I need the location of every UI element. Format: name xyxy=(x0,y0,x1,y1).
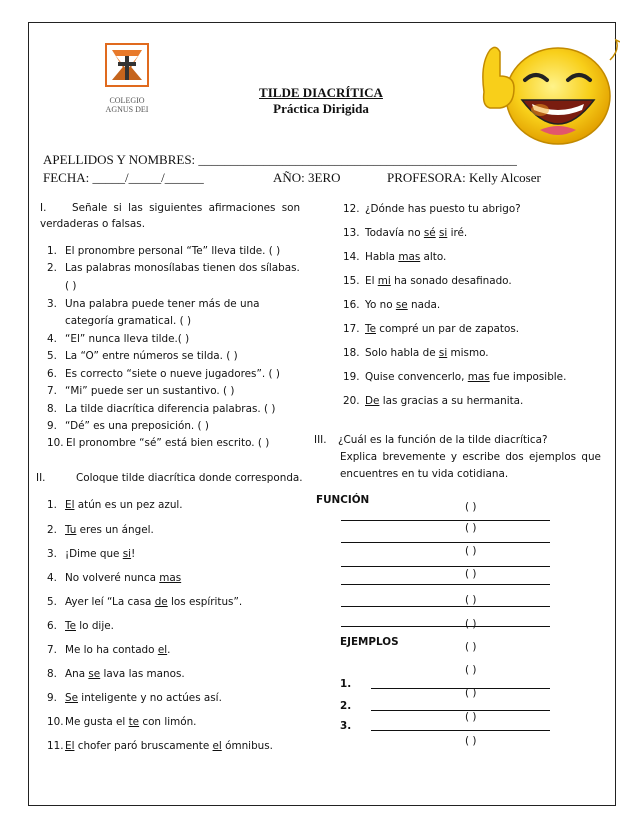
item-number: 2. xyxy=(47,262,57,274)
fill-tilde-item xyxy=(47,620,114,632)
section3-line2: Explica brevemente y escribe dos ejemplos que xyxy=(340,451,601,463)
section3-line3: encuentres en tu vida cotidiana. xyxy=(340,468,509,480)
answer-line[interactable] xyxy=(341,606,550,607)
item-text: ¡Dime que xyxy=(65,548,123,560)
fill-tilde-item xyxy=(47,740,273,752)
item-text: Yo no xyxy=(365,299,396,311)
true-false-blank[interactable]: ( ) xyxy=(465,501,477,513)
logo-text xyxy=(92,96,162,114)
true-false-item xyxy=(47,420,209,432)
true-false-item xyxy=(47,298,260,310)
item-number: 19. xyxy=(343,371,360,383)
example-line[interactable] xyxy=(371,730,550,731)
item-text: Es correcto “siete o nueve jugadores”. ( ) xyxy=(65,368,280,380)
item-text: ha sonado desafinado. xyxy=(390,275,512,287)
funcion-label: FUNCIÓN xyxy=(316,494,370,506)
true-false-item xyxy=(47,350,238,362)
underlined-word: mas xyxy=(467,371,490,383)
underlined-word: Tu xyxy=(65,524,77,536)
true-false-item xyxy=(47,385,234,397)
item-text: “El” nunca lleva tilde.( ) xyxy=(65,333,190,345)
item-text: ( ) xyxy=(65,280,77,292)
item-text: lo dije. xyxy=(75,620,114,632)
item-number: 11. xyxy=(47,740,64,752)
names-field: APELLIDOS Y NOMBRES: _________________________________________________ xyxy=(43,152,517,167)
fill-tilde-item xyxy=(47,572,181,584)
item-text: con limón. xyxy=(139,716,197,728)
underlined-word: Se xyxy=(65,692,78,704)
item-text: Me lo ha contado xyxy=(65,644,158,656)
underlined-word: el xyxy=(157,644,168,656)
item-text: atún es un pez azul. xyxy=(74,499,183,511)
item-text: ¿Dónde has puesto tu abrigo? xyxy=(365,203,521,215)
item-text: El xyxy=(365,275,378,287)
example-number: 3. xyxy=(340,720,352,732)
teacher-field: PROFESORA: Kelly Alcoser xyxy=(387,170,541,185)
example-number: 1. xyxy=(340,678,352,690)
true-false-item xyxy=(47,280,76,292)
item-text: las gracias a su hermanita. xyxy=(379,395,524,407)
item-number: 9. xyxy=(47,420,57,432)
item-text: chofer paró bruscamente xyxy=(74,740,213,752)
true-false-blank[interactable]: ( ) xyxy=(465,711,477,723)
ejemplos-label: EJEMPLOS xyxy=(340,636,399,648)
true-false-blank[interactable]: ( ) xyxy=(465,568,477,580)
underlined-word: El xyxy=(65,499,75,511)
underlined-word: se xyxy=(88,668,101,680)
true-false-item xyxy=(47,368,280,380)
fill-tilde-item xyxy=(47,644,170,656)
underlined-word: mas xyxy=(159,572,182,584)
true-false-item xyxy=(47,333,189,345)
section2-instruction: Coloque tilde diacrítica donde corresponda. xyxy=(76,472,303,484)
underlined-word: de xyxy=(154,596,168,608)
page-title: TILDE DIACRÍTICA xyxy=(259,85,383,100)
item-number: 8. xyxy=(47,668,57,680)
answer-line[interactable] xyxy=(341,584,550,585)
fill-tilde-item xyxy=(47,692,222,704)
underlined-word: Te xyxy=(365,323,376,335)
underlined-word: sé xyxy=(423,227,436,239)
item-number: 5. xyxy=(47,350,57,362)
fill-tilde-item xyxy=(343,323,519,335)
item-text: mismo. xyxy=(447,347,489,359)
true-false-blank[interactable]: ( ) xyxy=(465,545,477,557)
fill-tilde-item xyxy=(47,716,196,728)
logo-line-2: AGNUS DEI xyxy=(105,105,149,114)
item-text: Una palabra puede tener más de una xyxy=(65,298,260,310)
true-false-blank[interactable]: ( ) xyxy=(465,735,477,747)
item-text: La “O” entre números se tilda. ( ) xyxy=(65,350,238,362)
underlined-word: De xyxy=(365,395,380,407)
item-number: 4. xyxy=(47,333,57,345)
item-number: 16. xyxy=(343,299,360,311)
answer-line[interactable] xyxy=(341,626,550,627)
item-number: 12. xyxy=(343,203,360,215)
item-number: 14. xyxy=(343,251,360,263)
item-number: 10. xyxy=(47,437,64,449)
item-text: Solo habla de xyxy=(365,347,439,359)
true-false-item xyxy=(47,262,300,274)
item-number: 4. xyxy=(47,572,57,584)
underlined-word: Te xyxy=(65,620,76,632)
item-number: 17. xyxy=(343,323,360,335)
item-number: 8. xyxy=(47,403,57,415)
fill-tilde-item xyxy=(47,596,242,608)
item-text: Todavía no xyxy=(365,227,424,239)
example-line[interactable] xyxy=(371,688,550,689)
item-number: 2. xyxy=(47,524,57,536)
item-number: 13. xyxy=(343,227,360,239)
item-text: ómnibus. xyxy=(221,740,273,752)
section1-instruction-line2: verdaderas o falsas. xyxy=(40,218,146,230)
answer-line[interactable] xyxy=(341,520,550,521)
item-text: El pronombre “sé” está bien escrito. ( ) xyxy=(66,437,270,449)
fill-tilde-item xyxy=(343,275,512,287)
fill-tilde-item xyxy=(343,251,446,263)
fill-tilde-item xyxy=(343,299,440,311)
item-text: Me gusta el xyxy=(65,716,129,728)
date-field: FECHA: _____/_____/______ xyxy=(43,170,204,185)
true-false-item xyxy=(47,245,280,257)
item-text: La tilde diacrítica diferencia palabras. ( ) xyxy=(65,403,276,415)
underlined-word: si xyxy=(438,227,448,239)
item-text: No volveré nunca xyxy=(65,572,160,584)
item-text: “Dé” es una preposición. ( ) xyxy=(65,420,209,432)
item-text: iré. xyxy=(447,227,468,239)
answer-line[interactable] xyxy=(341,542,550,543)
underlined-word: si xyxy=(122,548,132,560)
fill-tilde-item xyxy=(343,203,521,215)
section3-numeral: III. xyxy=(314,434,327,446)
true-false-blank[interactable]: ( ) xyxy=(465,594,477,606)
item-number: 3. xyxy=(47,548,57,560)
underlined-word: mi xyxy=(377,275,391,287)
page-subtitle: Práctica Dirigida xyxy=(273,101,369,116)
item-text: “Mi” puede ser un sustantivo. ( ) xyxy=(65,385,235,397)
underlined-word: te xyxy=(128,716,140,728)
fill-tilde-item xyxy=(343,371,566,383)
fill-tilde-item xyxy=(343,227,467,239)
item-number: 15. xyxy=(343,275,360,287)
item-number: 20. xyxy=(343,395,360,407)
item-number: 9. xyxy=(47,692,57,704)
item-text: Ayer leí “La casa xyxy=(65,596,155,608)
item-number: 6. xyxy=(47,368,57,380)
item-text: El pronombre personal “Te” lleva tilde. ( ) xyxy=(65,245,281,257)
item-number: 18. xyxy=(343,347,360,359)
item-text: ! xyxy=(131,548,136,560)
fill-tilde-item xyxy=(47,499,183,511)
item-text: inteligente y no actúes así. xyxy=(78,692,222,704)
true-false-item xyxy=(47,315,191,327)
item-text: lava las manos. xyxy=(100,668,185,680)
item-number: 6. xyxy=(47,620,57,632)
item-text: Las palabras monosílabas tienen dos sílabas. xyxy=(65,262,300,274)
item-text: eres un ángel. xyxy=(76,524,154,536)
underlined-word: si xyxy=(438,347,448,359)
fill-tilde-item xyxy=(47,548,135,560)
example-line[interactable] xyxy=(371,710,550,711)
item-number: 7. xyxy=(47,644,57,656)
example-number: 2. xyxy=(340,700,352,712)
year-field: AÑO: 3ERO xyxy=(273,170,341,185)
logo-line-1: COLEGIO xyxy=(109,96,145,105)
section2-numeral: II. xyxy=(36,472,46,484)
section3-question: ¿Cuál es la función de la tilde diacrítica? xyxy=(338,434,548,446)
smiley-thumbs-up-icon xyxy=(470,30,620,148)
item-text: compré un par de zapatos. xyxy=(375,323,520,335)
item-text: nada. xyxy=(407,299,441,311)
true-false-blank[interactable]: ( ) xyxy=(465,522,477,534)
underlined-word: El xyxy=(65,740,75,752)
true-false-blank[interactable]: ( ) xyxy=(465,687,477,699)
item-text: fue imposible. xyxy=(489,371,567,383)
item-text: Habla xyxy=(365,251,399,263)
fill-tilde-item xyxy=(343,395,523,407)
true-false-blank[interactable]: ( ) xyxy=(465,641,477,653)
fill-tilde-item xyxy=(343,347,489,359)
item-number: 5. xyxy=(47,596,57,608)
fill-tilde-item xyxy=(47,668,185,680)
item-number: 3. xyxy=(47,298,57,310)
item-number: 1. xyxy=(47,245,57,257)
item-number: 7. xyxy=(47,385,57,397)
underlined-word: se xyxy=(395,299,408,311)
section1-numeral: I. xyxy=(40,202,47,214)
section1-instruction-line1: Señale si las siguientes afirmaciones son xyxy=(72,202,301,214)
answer-line[interactable] xyxy=(341,566,550,567)
true-false-item xyxy=(47,403,275,415)
underlined-word: el xyxy=(212,740,222,752)
item-text: . xyxy=(167,644,171,656)
item-number: 1. xyxy=(47,499,57,511)
item-number: 10. xyxy=(47,716,64,728)
item-text: Ana xyxy=(65,668,89,680)
true-false-blank[interactable]: ( ) xyxy=(465,618,477,630)
item-text: los espíritus”. xyxy=(167,596,243,608)
true-false-blank[interactable]: ( ) xyxy=(465,664,477,676)
item-text: categoría gramatical. ( ) xyxy=(65,315,191,327)
item-text: Quise convencerlo, xyxy=(365,371,468,383)
item-text: alto. xyxy=(420,251,447,263)
underlined-word: mas xyxy=(398,251,421,263)
true-false-item xyxy=(47,437,269,449)
fill-tilde-item xyxy=(47,524,154,536)
